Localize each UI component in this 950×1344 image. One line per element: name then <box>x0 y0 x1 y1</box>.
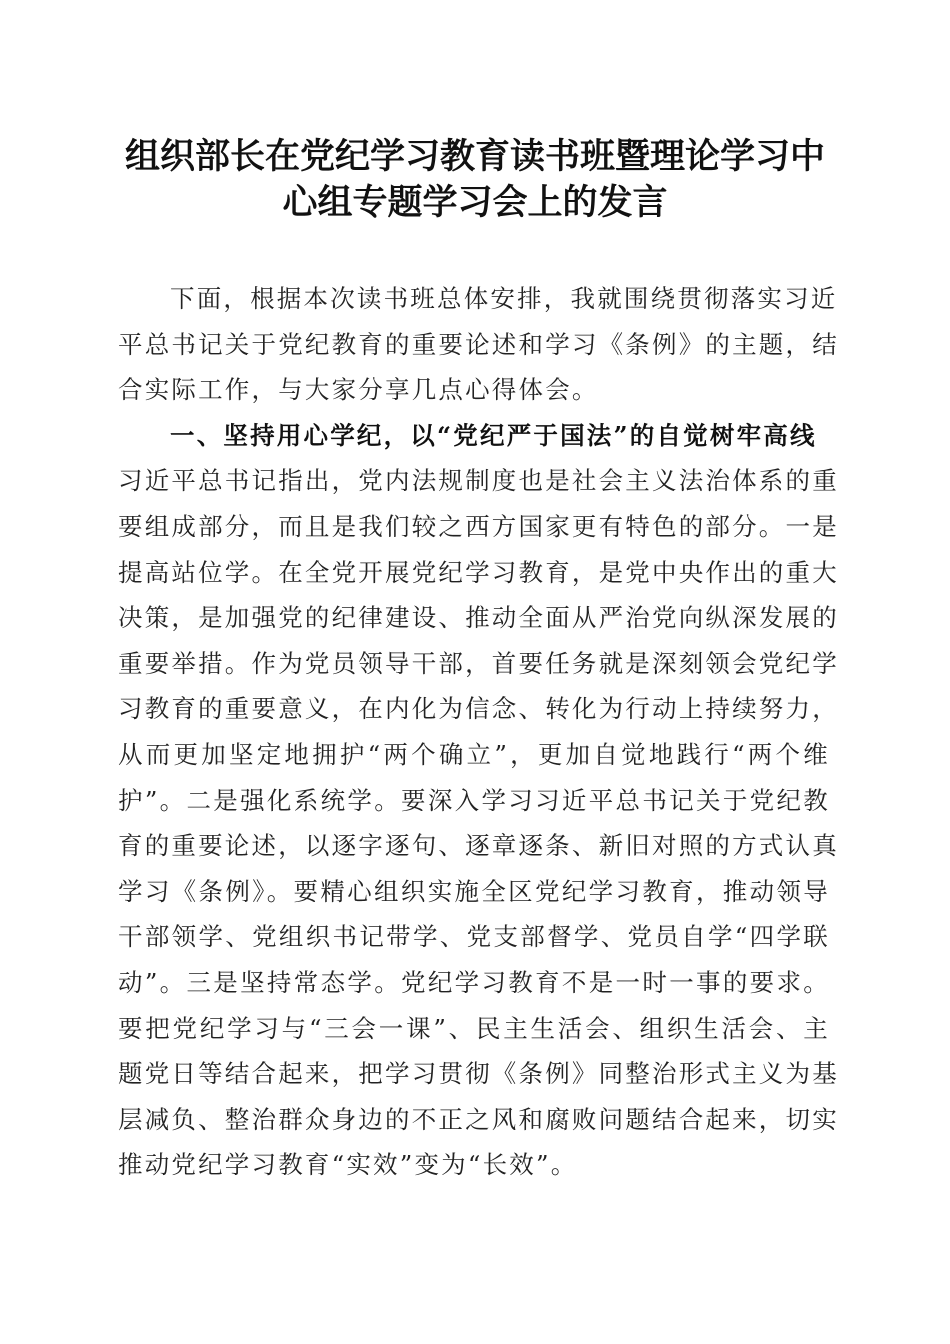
document-title <box>100 134 850 226</box>
paragraph-line: 要把党纪学习与“三会一课”、民主生活会、组织生活会、主 <box>118 1013 830 1043</box>
paragraph-line: 下面，根据本次读书班总体安排，我就围绕贯彻落实习近 <box>170 284 838 313</box>
section-heading: 一、坚持用心学纪，以“党纪严于国法”的自觉树牢高线 <box>170 420 817 450</box>
paragraph-line: 平总书记关于党纪教育的重要论述和学习《条例》的主题，结 <box>118 329 839 359</box>
paragraph-line: 从而更加坚定地拥护“两个确立”，更加自觉地践行“两个维 <box>118 739 830 769</box>
paragraph-line: 习教育的重要意义，在内化为信念、转化为行动上持续努力， <box>118 694 839 724</box>
paragraph-line: 习近平总书记指出，党内法规制度也是社会主义法治体系的重 <box>118 466 839 496</box>
title-line-1: 组织部长在党纪学习教育读书班暨理论学习中 <box>124 136 825 177</box>
paragraph-line: 决策，是加强党的纪律建设、推动全面从严治党向纵深发展的 <box>118 603 839 633</box>
paragraph-line: 题党日等结合起来，把学习贯彻《条例》同整治形式主义为基 <box>118 1059 839 1089</box>
paragraph-line: 提高站位学。在全党开展党纪学习教育，是党中央作出的重大 <box>118 557 839 587</box>
paragraph-line: 推动党纪学习教育“实效”变为“长效”。 <box>118 1150 578 1180</box>
intro-paragraph <box>118 276 839 413</box>
paragraph-line: 层减负、整治群众身边的不正之风和腐败问题结合起来，切实 <box>118 1104 839 1134</box>
paragraph-line: 动”。三是坚持常态学。党纪学习教育不是一时一事的要求。 <box>118 967 830 997</box>
document-body <box>118 276 839 1188</box>
section-1 <box>118 413 839 1188</box>
paragraph-line: 合实际工作，与大家分享几点心得体会。 <box>118 375 599 405</box>
title-line-2: 心组专题学习会上的发言 <box>282 182 668 223</box>
paragraph-line: 学习《条例》。要精心组织实施全区党纪学习教育，推动领导 <box>118 876 830 906</box>
paragraph-line: 要组成部分，而且是我们较之西方国家更有特色的部分。一是 <box>118 511 839 541</box>
paragraph-line: 干部领学、党组织书记带学、党支部督学、党员自学“四学联 <box>118 922 830 952</box>
paragraph-line: 重要举措。作为党员领导干部，首要任务就是深刻领会党纪学 <box>118 648 839 678</box>
paragraph-line: 护”。二是强化系统学。要深入学习习近平总书记关于党纪教 <box>118 785 830 815</box>
paragraph-line: 育的重要论述，以逐字逐句、逐章逐条、新旧对照的方式认真 <box>118 831 839 861</box>
